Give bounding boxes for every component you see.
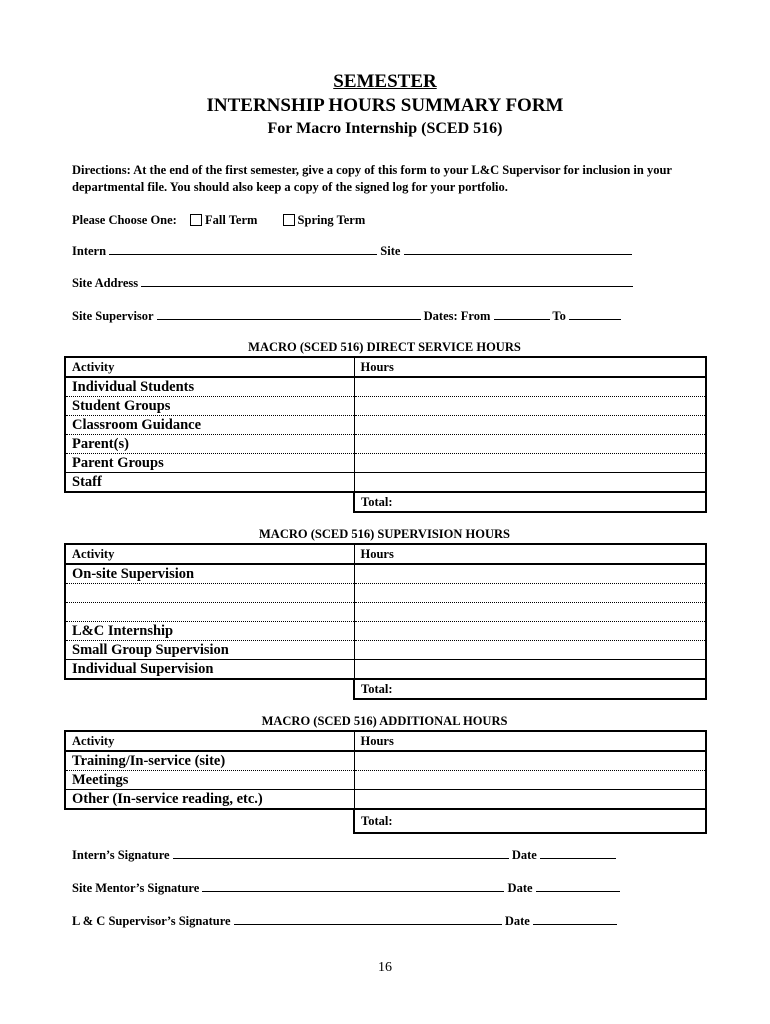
- additional-hours-title: MACRO (SCED 516) ADDITIONAL HOURS: [261, 714, 508, 728]
- supervision-hours-header: Hours: [354, 544, 706, 564]
- intern-date-label: Date: [511, 848, 537, 862]
- supervisor-signature-row: [72, 912, 617, 929]
- direct-hours-title: MACRO (SCED 516) DIRECT SERVICE HOURS: [248, 340, 521, 354]
- direct-hours-cell[interactable]: [354, 473, 706, 493]
- dates-from-label: Dates: From: [423, 309, 491, 323]
- direct-hours-cell[interactable]: [354, 435, 706, 454]
- additional-activity-2: Meetings: [65, 771, 354, 790]
- fall-term-checkbox[interactable]: [190, 214, 202, 226]
- supervision-hours-cell[interactable]: [354, 622, 706, 641]
- direct-activity-5: Parent Groups: [65, 454, 354, 473]
- direct-hours-cell[interactable]: [354, 454, 706, 473]
- mentor-date-field[interactable]: [536, 879, 620, 892]
- additional-hours-header: Hours: [354, 731, 706, 751]
- dates-from-field[interactable]: [494, 307, 550, 320]
- supervision-activity-4: L&C Internship: [65, 622, 354, 641]
- direct-activity-6: Staff: [65, 473, 354, 493]
- site-field[interactable]: [404, 242, 632, 255]
- site-supervisor-field[interactable]: [157, 307, 421, 320]
- direct-activity-header: Activity: [65, 357, 354, 377]
- intern-date-field[interactable]: [540, 846, 616, 859]
- supervisor-signature-label: L & C Supervisor’s Signature: [72, 914, 231, 928]
- additional-hours-cell[interactable]: [354, 771, 706, 790]
- directions-text: Directions: At the end of the first semester, give a copy of this form to your L&C Supervisor for inclusion in your departmental file. You should also keep a copy of the signed log for your portfolio.: [72, 163, 672, 194]
- form-subtitle: For Macro Internship (SCED 516): [267, 120, 503, 137]
- supervision-activity-2[interactable]: [65, 584, 354, 603]
- supervisor-signature-field[interactable]: [234, 912, 502, 925]
- direct-hours-header: Hours: [354, 357, 706, 377]
- supervision-total[interactable]: Total:: [354, 679, 706, 699]
- direct-activity-2: Student Groups: [65, 397, 354, 416]
- direct-hours-cell[interactable]: [354, 416, 706, 435]
- supervision-hours-cell[interactable]: [354, 641, 706, 660]
- supervision-hours-cell[interactable]: [354, 603, 706, 622]
- site-address-label: Site Address: [72, 276, 139, 290]
- intern-field[interactable]: [109, 242, 377, 255]
- additional-activity-header: Activity: [65, 731, 354, 751]
- direct-hours-table: [64, 356, 707, 513]
- spring-term-label: Spring Term: [297, 213, 366, 227]
- supervisor-dates-row: [72, 307, 621, 324]
- supervision-hours-cell[interactable]: [354, 564, 706, 584]
- mentor-signature-row: [72, 879, 620, 896]
- mentor-signature-label: Site Mentor’s Signature: [72, 881, 200, 895]
- supervision-activity-5: Small Group Supervision: [65, 641, 354, 660]
- direct-activity-4: Parent(s): [65, 435, 354, 454]
- supervision-hours-table: [64, 543, 707, 700]
- mentor-signature-field[interactable]: [202, 879, 504, 892]
- term-choice-label: Please Choose One:: [72, 213, 177, 227]
- intern-signature-label: Intern’s Signature: [72, 848, 170, 862]
- dates-to-label: To: [552, 309, 566, 323]
- intern-signature-row: [72, 846, 616, 863]
- additional-hours-table: [64, 730, 707, 834]
- supervision-hours-cell[interactable]: [354, 584, 706, 603]
- site-supervisor-label: Site Supervisor: [72, 309, 154, 323]
- direct-activity-3: Classroom Guidance: [65, 416, 354, 435]
- supervision-activity-1: On-site Supervision: [65, 564, 354, 584]
- supervision-hours-title: MACRO (SCED 516) SUPERVISION HOURS: [259, 527, 510, 541]
- page-number: 16: [378, 960, 392, 975]
- dates-to-field[interactable]: [569, 307, 621, 320]
- intern-label: Intern: [72, 244, 107, 258]
- intern-site-row: [72, 242, 632, 259]
- supervisor-date-field[interactable]: [533, 912, 617, 925]
- additional-total[interactable]: Total:: [354, 809, 706, 833]
- direct-total[interactable]: Total:: [354, 492, 706, 512]
- supervision-activity-6: Individual Supervision: [65, 660, 354, 680]
- site-label: Site: [380, 244, 401, 258]
- additional-hours-cell[interactable]: [354, 751, 706, 771]
- direct-activity-1: Individual Students: [65, 377, 354, 397]
- spring-term-checkbox[interactable]: [283, 214, 295, 226]
- additional-hours-cell[interactable]: [354, 790, 706, 810]
- mentor-date-label: Date: [507, 881, 533, 895]
- site-address-row: [72, 274, 633, 291]
- direct-hours-cell[interactable]: [354, 377, 706, 397]
- supervision-hours-cell[interactable]: [354, 660, 706, 680]
- supervision-activity-header: Activity: [65, 544, 354, 564]
- additional-activity-3: Other (In-service reading, etc.): [65, 790, 354, 810]
- form-title-semester: SEMESTER: [333, 71, 437, 92]
- additional-activity-1: Training/In-service (site): [65, 751, 354, 771]
- direct-hours-cell[interactable]: [354, 397, 706, 416]
- term-choice-row: [72, 212, 365, 228]
- form-title: INTERNSHIP HOURS SUMMARY FORM: [206, 95, 564, 116]
- intern-signature-field[interactable]: [173, 846, 509, 859]
- fall-term-label: Fall Term: [204, 213, 258, 227]
- supervision-activity-3[interactable]: [65, 603, 354, 622]
- supervisor-date-label: Date: [504, 914, 530, 928]
- site-address-field[interactable]: [141, 274, 633, 287]
